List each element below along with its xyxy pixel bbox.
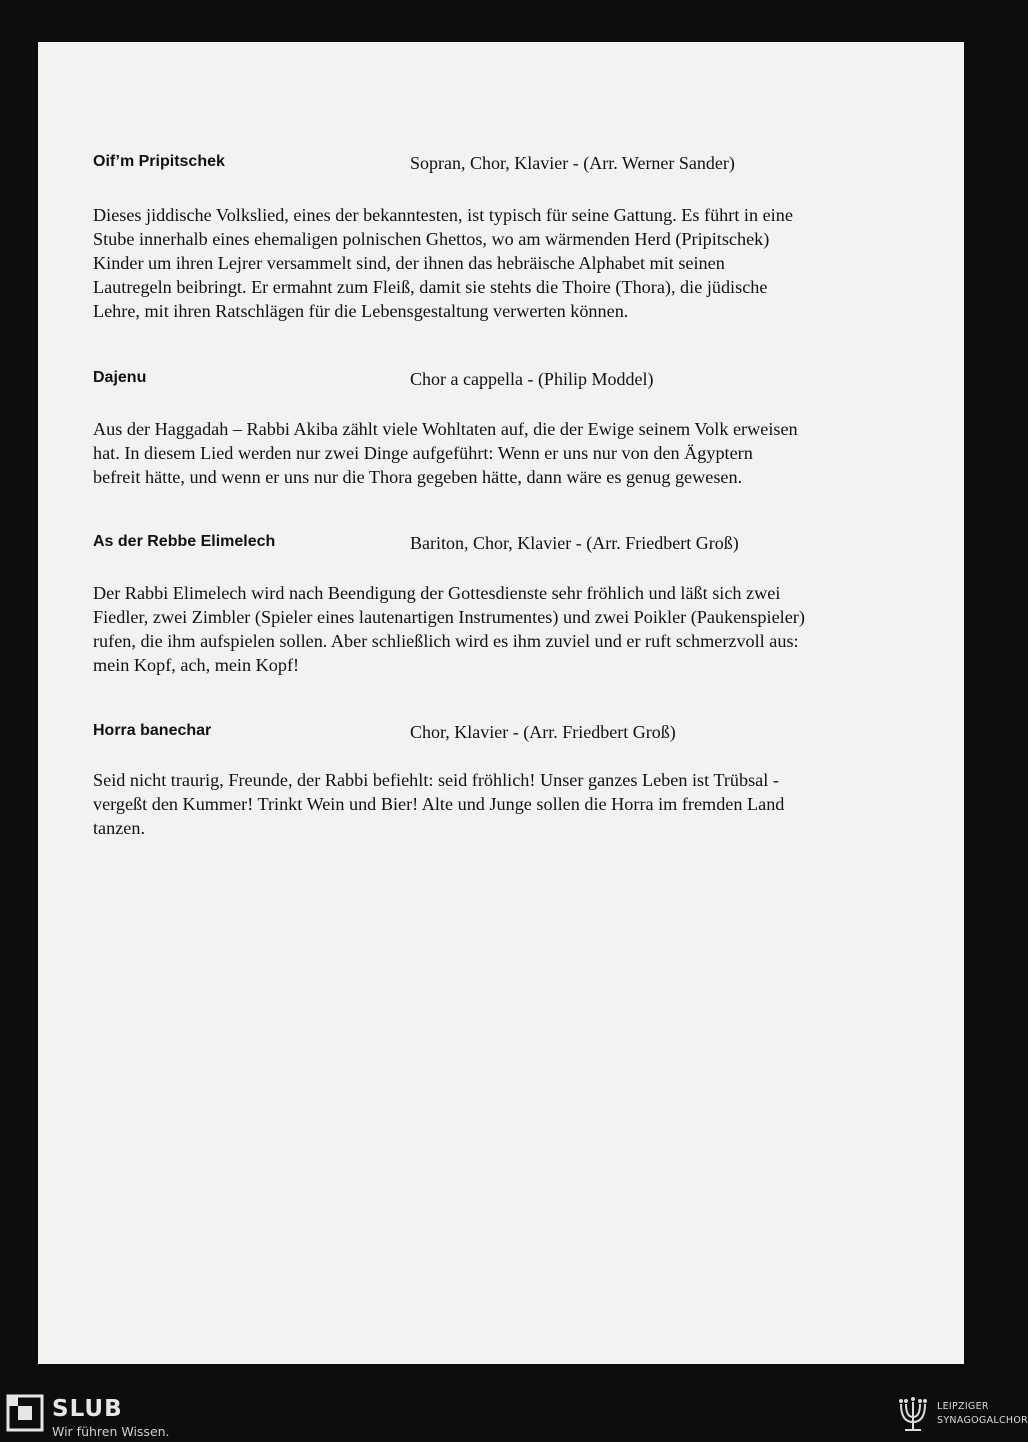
text-line: Stube innerhalb eines ehemaligen polnischen Ghettos, wo am wärmenden Herd (Pripitschek) <box>93 229 770 249</box>
section-description <box>93 203 865 323</box>
brand-tagline: Wir führen Wissen. <box>52 1424 170 1439</box>
text-line: Seid nicht traurig, Freunde, der Rabbi befiehlt: seid fröhlich! Unser ganzes Leben ist Trübsal - <box>93 770 779 790</box>
text-line: Aus der Haggadah – Rabbi Akiba zählt viele Wohltaten auf, die der Ewige seinem Volk erweisen <box>93 419 798 439</box>
text-line: hat. In diesem Lied werden nur zwei Dinge aufgeführt: Wenn er uns nur von den Ägyptern <box>93 443 753 463</box>
section-voicing: Chor, Klavier - (Arr. Friedbert Groß) <box>410 722 676 742</box>
text-line: tanzen. <box>93 818 146 838</box>
text-line: Lehre, mit ihren Ratschlägen für die Lebensgestaltung verwerten können. <box>93 301 629 321</box>
text-line: Kinder um ihren Lejrer versammelt sind, der ihnen das hebräische Alphabet mit seinen <box>93 253 725 273</box>
partner-name-line: LEIPZIGER <box>937 1401 989 1412</box>
section-description <box>93 581 865 677</box>
section-title: Oif’m Pripitschek <box>93 153 225 170</box>
text-line: Der Rabbi Elimelech wird nach Beendigung der Gottesdienste sehr fröhlich und läßt sich zwei <box>93 583 781 603</box>
text-line: Dieses jiddische Volkslied, eines der bekanntesten, ist typisch für seine Gattung. Es führt in eine <box>93 205 793 225</box>
menorah-icon <box>895 1396 931 1436</box>
text-line: vergeßt den Kummer! Trinkt Wein und Bier! Alte und Junge sollen die Horra im fremden Land <box>93 794 785 814</box>
footer-bar <box>0 1386 1028 1442</box>
text-line: mein Kopf, ach, mein Kopf! <box>93 655 300 675</box>
section-title: As der Rebbe Elimelech <box>93 533 276 550</box>
partner-name[interactable] <box>937 1400 1028 1428</box>
section-voicing: Bariton, Chor, Klavier - (Arr. Friedbert Groß) <box>410 533 739 553</box>
text-line: Fiedler, zwei Zimbler (Spieler eines lautenartigen Instrumentes) und zwei Poikler (Paukenspieler) <box>93 607 805 627</box>
slub-logo-icon <box>6 1394 44 1432</box>
section-description <box>93 417 865 489</box>
text-line: befreit hätte, und wenn er uns nur die Thora gegeben hätte, dann wäre es genug gewesen. <box>93 467 743 487</box>
section-voicing: Sopran, Chor, Klavier - (Arr. Werner Sander) <box>410 153 735 173</box>
section-description <box>93 768 865 840</box>
brand-name[interactable]: SLUB <box>52 1396 123 1422</box>
section-voicing: Chor a cappella - (Philip Moddel) <box>410 369 654 389</box>
partner-name-line: SYNAGOGALCHOR <box>937 1415 1028 1426</box>
section-title: Horra banechar <box>93 722 212 739</box>
section-title: Dajenu <box>93 369 147 386</box>
text-line: Lautregeln beibringt. Er ermahnt zum Fleiß, damit sie stehts die Thoire (Thora), die jüdische <box>93 277 768 297</box>
text-line: rufen, die ihm aufspielen sollen. Aber schließlich wird es ihm zuviel und er ruft schmerzvoll aus: <box>93 631 799 651</box>
